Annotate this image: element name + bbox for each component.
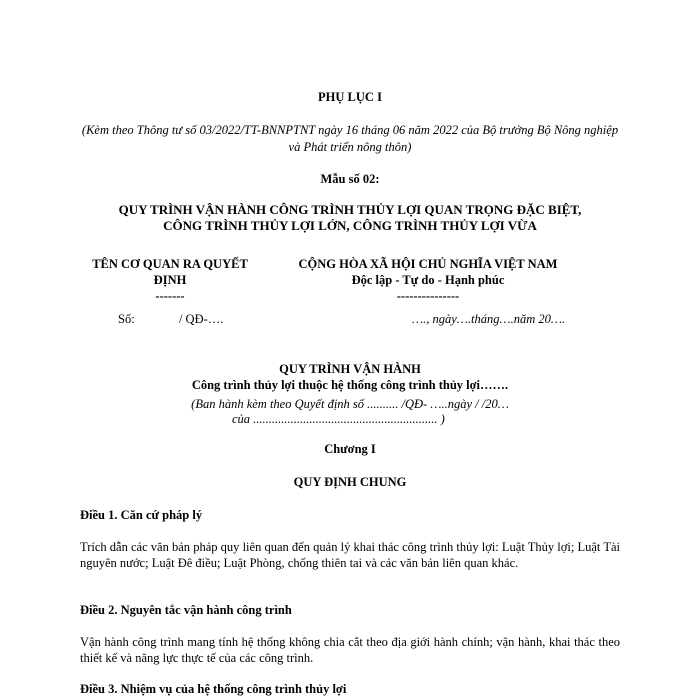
chapter-label: Chương I <box>324 442 376 456</box>
operation-note-line2: của ........................................................... ) <box>232 412 445 426</box>
national-motto: Độc lập - Tự do - Hạnh phúc <box>351 273 505 287</box>
nation-name: CỘNG HÒA XÃ HỘI CHỦ NGHĨA VIỆT NAM <box>298 257 558 271</box>
procedure-title <box>80 202 620 234</box>
agency-header <box>80 256 260 304</box>
date-line: …., ngày….tháng….năm 20…. <box>412 312 566 326</box>
decision-number <box>118 312 223 327</box>
appendix-title: PHỤ LỤC I <box>318 90 382 104</box>
motto-dashes: --------------- <box>396 289 460 303</box>
operation-note-line1: (Ban hành kèm theo Quyết định số .......... /QĐ- …..ngày / /20… <box>191 397 509 411</box>
chapter-name: QUY ĐỊNH CHUNG <box>293 475 407 489</box>
operation-subtitle: Công trình thủy lợi thuộc hệ thống công trình thủy lợi……. <box>191 378 509 392</box>
article-3-heading: Điều 3. Nhiệm vụ của hệ thống công trình thủy lợi <box>80 682 347 696</box>
operation-note <box>150 397 550 427</box>
article-2-text: Vận hành công trình mang tính hệ thống không chia cắt theo địa giới hành chính; vận hành, khai thác theo thiết kế và năng lực thực tế của các công trình. <box>80 635 620 665</box>
nation-header <box>272 256 584 304</box>
appendix-note: (Kèm theo Thông tư số 03/2022/TT-BNNPTNT ngày 16 tháng 06 năm 2022 của Bộ trưởng Bộ Nông nghiệp và Phát triển nông thôn) <box>81 123 619 154</box>
agency-dashes: ------- <box>155 289 185 303</box>
article-1-text: Trích dẫn các văn bản pháp quy liên quan đến quản lý khai thác công trình thủy lợi: Luật Thủy lợi; Luật Tài nguyên nước; Luật Đê điều; Luật Phòng, chống thiên tai và các văn bản liên quan khác. <box>80 540 620 570</box>
operation-title: QUY TRÌNH VẬN HÀNH <box>279 362 421 376</box>
form-number: Mẫu số 02: <box>320 172 380 186</box>
procedure-title-line2: CÔNG TRÌNH THỦY LỢI LỚN, CÔNG TRÌNH THỦY LỢI VỪA <box>163 218 537 233</box>
number-label: Số: <box>118 312 135 326</box>
article-1-heading: Điều 1. Căn cứ pháp lý <box>80 508 203 522</box>
agency-name: TÊN CƠ QUAN RA QUYẾT ĐỊNH <box>92 257 248 287</box>
procedure-title-line1: QUY TRÌNH VẬN HÀNH CÔNG TRÌNH THỦY LỢI QUAN TRỌNG ĐẶC BIỆT, <box>118 202 582 217</box>
article-2-heading: Điều 2. Nguyên tắc vận hành công trình <box>80 603 292 617</box>
number-value: / QĐ-…. <box>178 312 224 326</box>
